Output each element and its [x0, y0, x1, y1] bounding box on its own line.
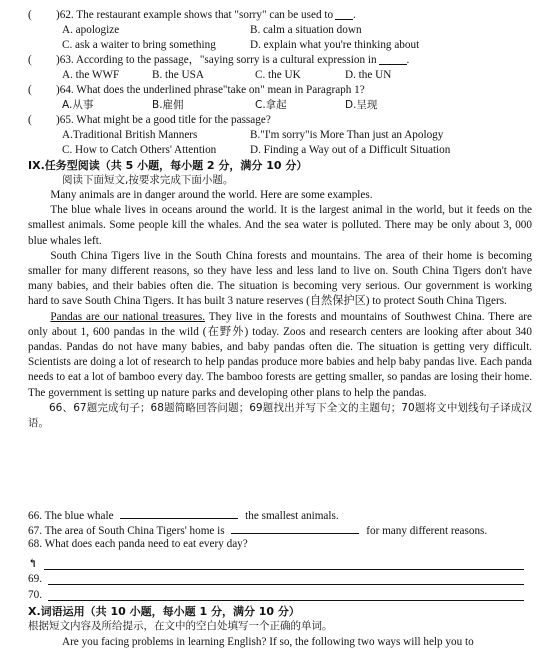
answer-bracket: (	[28, 84, 32, 96]
underlined-sentence: Pandas are our national treasures.	[50, 310, 206, 323]
passage-paragraph: South China Tigers live in the South China forests and mountains. The area of their home is becoming smaller for many different reasons, so they have less and less land to live on. South China Tigers don't have many babies, and their babies often die. The situation is becoming very serious. Our government is working hard to save South China Tigers. It has built 3 nature reserves (自然保护区) to protect South China Tigers.	[28, 249, 532, 308]
option-a: A.从事	[62, 99, 94, 111]
option-a: A. apologize	[62, 24, 120, 36]
answer-line[interactable]	[48, 584, 524, 585]
question-65	[28, 113, 271, 128]
option-b: B. calm a situation down	[250, 24, 362, 36]
section-heading: IX.任务型阅读（共 5 小题，每小题 2 分，满分 10 分）	[28, 159, 308, 172]
option-d: D.呈现	[345, 99, 378, 111]
question-stem: )63. According to the passage，"saying sorry is a cultural expression in	[56, 54, 377, 66]
option-b: B.雇佣	[152, 99, 184, 111]
section-heading: X.词语运用（共 10 小题，每小题 1 分，满分 10 分）	[28, 605, 300, 618]
question-63: ( )63. According to the passage，"saying sorry is a cultural expression in .	[28, 53, 409, 68]
answer-blank[interactable]	[120, 507, 238, 519]
question-stem: )62. The restaurant example shows that "sorry" can be used to	[56, 9, 334, 21]
question-68: 68. What does each panda need to eat every day?	[28, 538, 248, 550]
answer-blank[interactable]	[231, 522, 359, 534]
answer-line-mark: ↰	[28, 558, 38, 570]
option-d: D. the UN	[345, 69, 392, 81]
answer-line-label: 69.	[28, 573, 42, 585]
option-d: D. Finding a Way out of a Difficult Situation	[250, 144, 451, 156]
answer-bracket: (	[28, 9, 32, 21]
option-c: C. How to Catch Others' Attention	[62, 144, 217, 156]
option-c: C. ask a waiter to bring something	[62, 39, 216, 51]
option-c: C. the UK	[255, 69, 301, 81]
answer-bracket: (	[28, 54, 32, 66]
option-c: C.拿起	[255, 99, 287, 111]
question-stem: )65. What might be a good title for the passage?	[56, 114, 271, 126]
option-a: A. the WWF	[62, 69, 120, 81]
passage-paragraph: Many animals are in danger around the world. Here are some examples.	[50, 189, 373, 201]
passage-paragraph: Are you facing problems in learning English? If so, the following two ways will help you to	[62, 636, 474, 648]
answer-bracket: (	[28, 114, 32, 126]
answer-line[interactable]	[44, 569, 524, 570]
option-b: B. the USA	[152, 69, 204, 81]
answer-line-label: 70.	[28, 589, 42, 601]
question-stem: )64. What does the underlined phrase"take on" mean in Paragraph 1?	[56, 84, 365, 96]
option-b: B."I'm sorry"is More Than just an Apology	[250, 129, 444, 141]
passage-paragraph: Pandas are our national treasures. They live in the forests and mountains of Southwest China. There are only about 1, 600 pandas in the wild (在野外) today. Zoos and research centers are looking after about 340 pandas. Pandas do not have many babies, and baby pandas often die. The situation is getting very difficult. Scientists are doing a lot of research to help pandas produce more babies and help baby pandas live. Each panda needs to eat a lot of bamboo every day. The bamboo forests are getting smaller, so pandas are losing their home. The government is setting up nature parks and developing other plans to help the pandas.	[28, 310, 532, 399]
question-66: 66. The blue whale the smallest animals.	[28, 507, 339, 524]
answer-line[interactable]	[48, 600, 524, 601]
answer-blank[interactable]	[379, 53, 407, 65]
question-64	[28, 83, 365, 98]
question-67: 67. The area of South China Tigers' home is for many different reasons.	[28, 522, 487, 539]
question-62: ( )62. The restaurant example shows that "sorry" can be used to .	[28, 8, 356, 23]
reading-passage	[28, 188, 532, 431]
answer-blank[interactable]	[335, 8, 353, 20]
task-instruction: 66、67题完成句子；68题简略回答问题；69题找出并写下全文的主题句；70题将文中划线句子译成汉语。	[28, 401, 532, 430]
option-a: A.Traditional British Manners	[62, 129, 198, 141]
section-instruction: 根据短文内容及所给提示，在文中的空白处填写一个正确的单词。	[28, 620, 333, 632]
section-instruction: 阅读下面短文,按要求完成下面小题。	[62, 174, 234, 186]
passage-paragraph: The blue whale lives in oceans around the world. It is the largest animal in the world, but it feeds on the smallest animals. Some people kill the whales. And the sea water is polluted. There may be only about 3, 000 blue whales left.	[28, 204, 532, 247]
option-d: D. explain what you're thinking about	[250, 39, 420, 51]
